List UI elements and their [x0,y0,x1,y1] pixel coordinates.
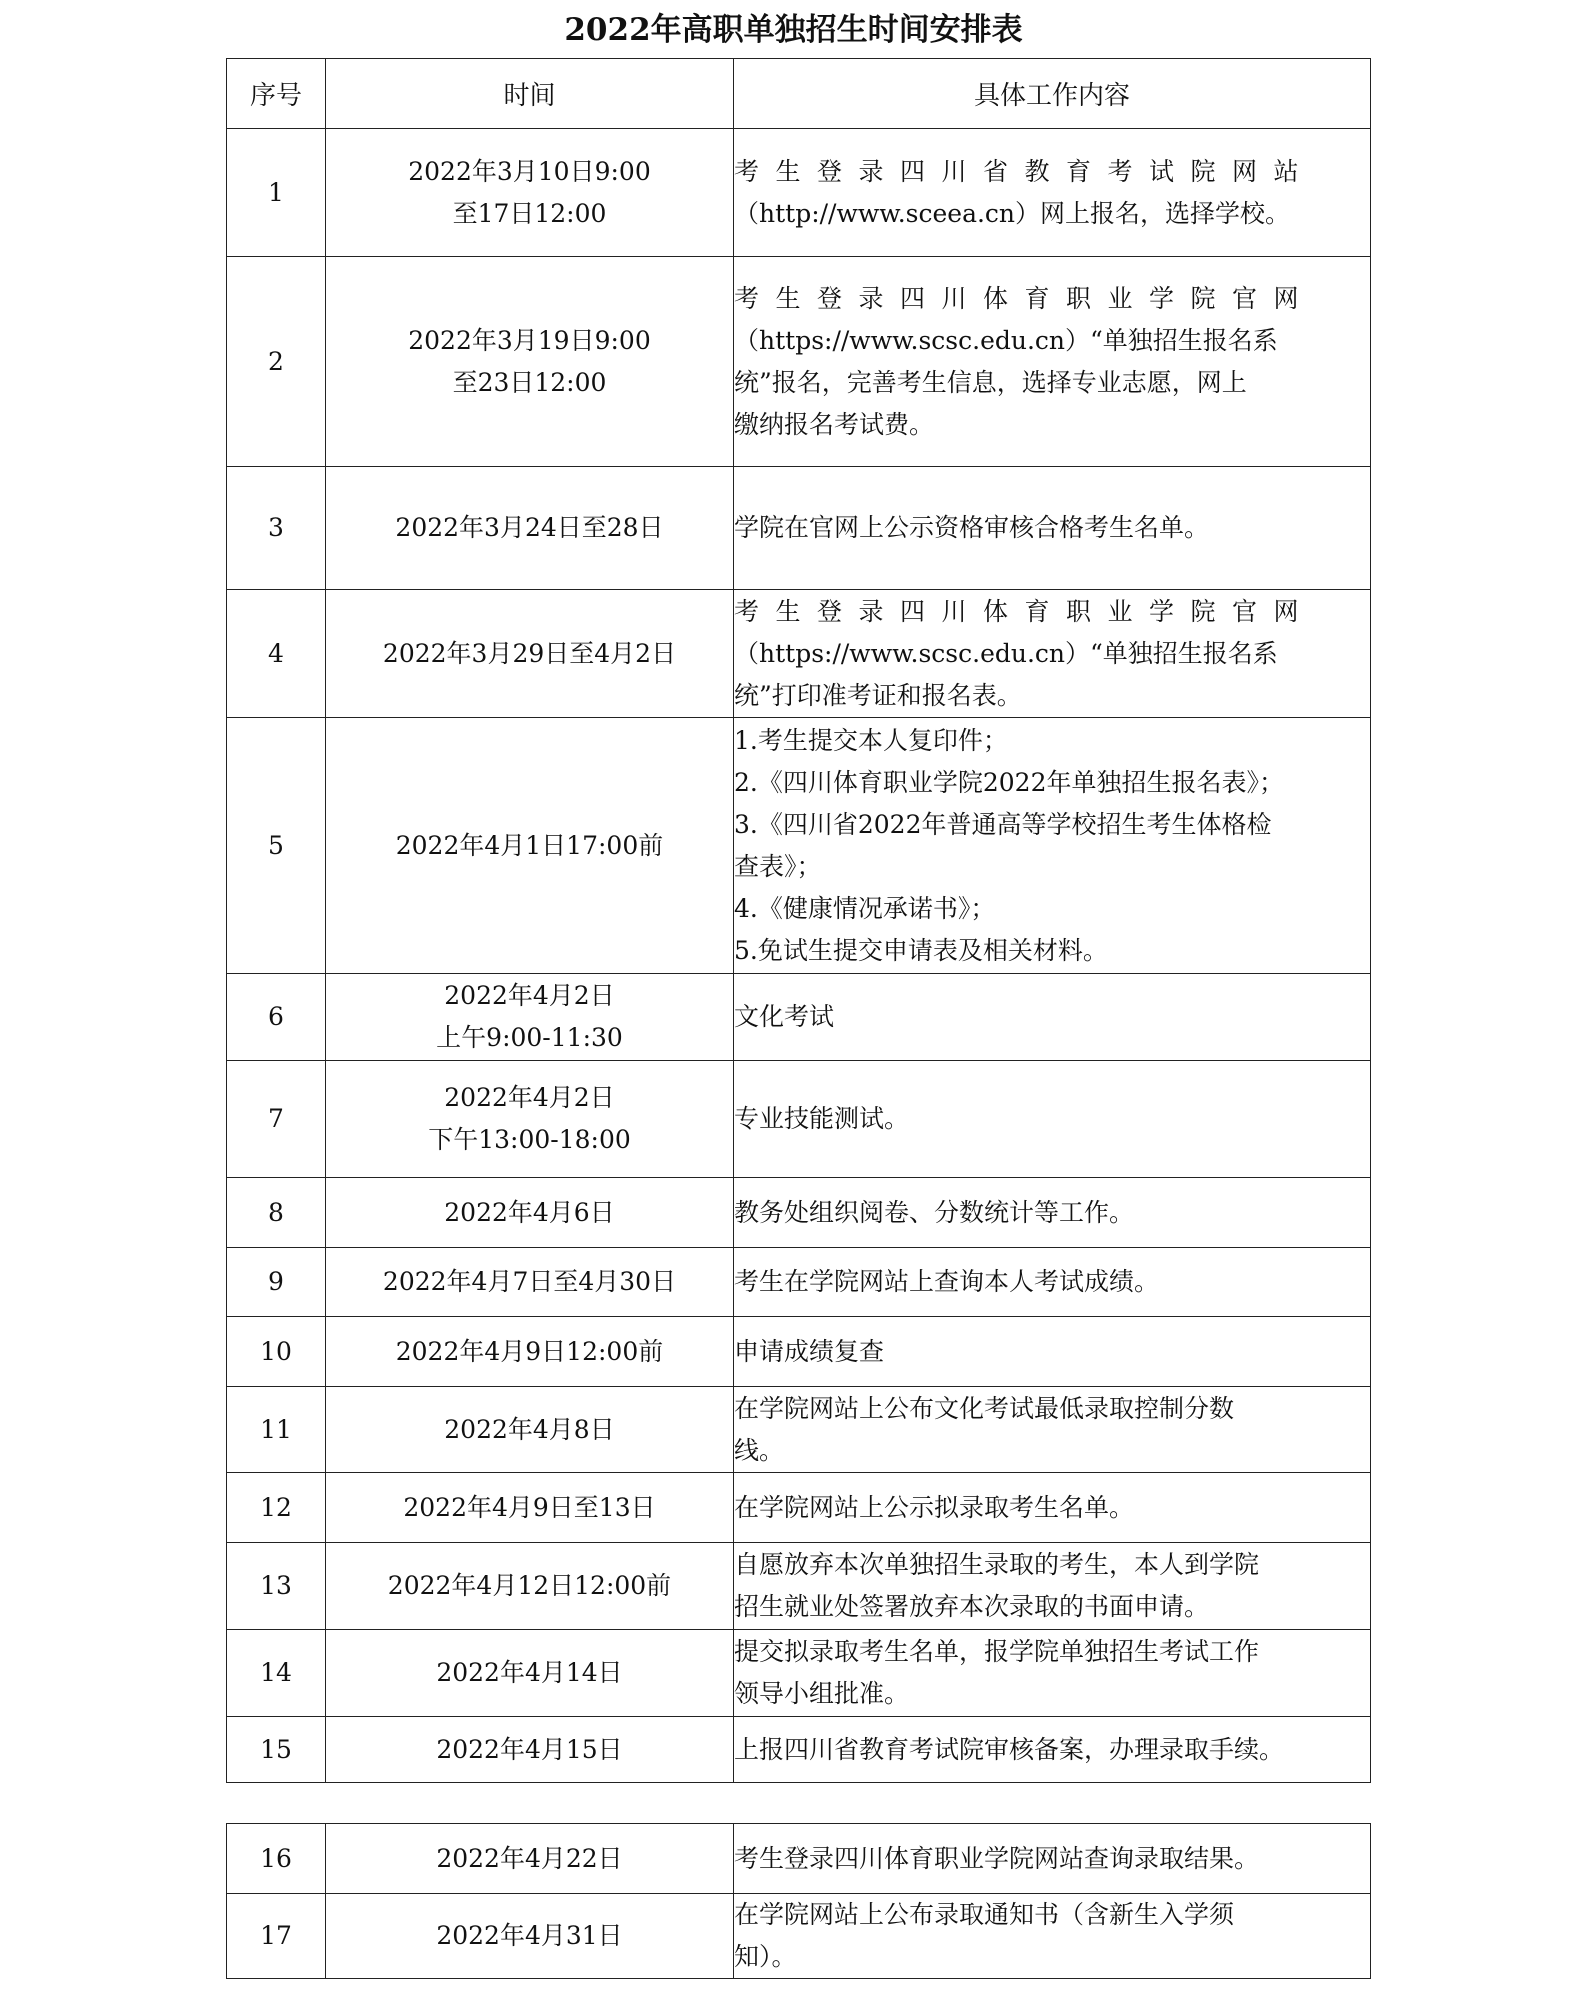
content-line: 统”打印准考证和报名表。 [734,680,1022,710]
table-row [227,1630,1371,1717]
row-index: 6 [227,974,326,1061]
row-time [326,974,734,1061]
row-content [734,1178,1371,1248]
content-line: 考生登录四川体育职业学院官网 [734,596,1316,626]
time-line: 2022年4月2日 [444,981,615,1010]
row-index: 17 [227,1894,326,1979]
content-line: 自愿放弃本次单独招生录取的考生，本人到学院 [734,1550,1260,1579]
row-index: 9 [227,1248,326,1317]
table-row [227,974,1371,1061]
time-line: 2022年4月12日12:00前 [387,1571,672,1600]
time-line: 2022年4月9日至13日 [403,1492,656,1522]
table-header-row [227,59,1371,129]
content-line: 3.《四川省2022年普通高等学校招生考生体格检 [734,809,1272,839]
content-line: 文化考试 [734,1002,835,1031]
time-line: 2022年3月19日9:00 [408,325,651,355]
row-content [734,1717,1371,1783]
content-line: （http://www.sceea.cn）网上报名，选择学校。 [734,198,1291,228]
time-line: 下午13:00-18:00 [428,1125,631,1154]
content-line: 在学院网站上公布录取通知书（含新生入学须 [734,1900,1235,1929]
content-line: 在学院网站上公示拟录取考生名单。 [734,1492,1135,1522]
row-content [734,1473,1371,1543]
content-line: 知）。 [734,1942,797,1971]
time-line: 2022年4月14日 [436,1658,623,1687]
table-row [227,590,1371,718]
row-time [326,1178,734,1248]
row-time [326,1717,734,1783]
row-index: 12 [227,1473,326,1543]
table-row [227,1387,1371,1473]
row-content [734,1630,1371,1717]
time-line: 2022年4月15日 [436,1734,623,1764]
row-content [734,1387,1371,1473]
row-index: 3 [227,467,326,590]
content-line: 考生在学院网站上查询本人考试成绩。 [734,1267,1160,1296]
header-time: 时间 [326,59,734,129]
content-line: 申请成绩复查 [734,1336,885,1366]
row-time [326,1248,734,1317]
table-row [227,1317,1371,1387]
row-time [326,1317,734,1387]
row-time [326,718,734,974]
row-time [326,1473,734,1543]
content-line: 考生登录四川体育职业学院网站查询录取结果。 [734,1843,1260,1873]
row-content [734,590,1371,718]
time-line: 2022年4月22日 [436,1843,623,1873]
content-line: （https://www.scsc.edu.cn）“单独招生报名系 [734,638,1278,668]
time-line: 2022年4月9日12:00前 [395,1336,664,1366]
table-row [227,718,1371,974]
content-line: 学院在官网上公示资格审核合格考生名单。 [734,513,1210,542]
time-line: 至17日12:00 [452,198,607,228]
table-row [227,1178,1371,1248]
content-line: 招生就业处签署放弃本次录取的书面申请。 [734,1592,1210,1621]
content-line: 提交拟录取考生名单，报学院单独招生考试工作 [734,1637,1260,1666]
row-index: 7 [227,1061,326,1178]
header-index: 序号 [227,59,326,129]
content-line: 线。 [734,1435,785,1465]
time-line: 2022年3月24日至28日 [395,513,664,542]
content-line: （https://www.scsc.edu.cn）“单独招生报名系 [734,325,1278,355]
table-row [227,1543,1371,1630]
schedule-table-continued [226,1823,1371,1979]
row-time [326,1630,734,1717]
row-index: 16 [227,1824,326,1894]
row-index: 13 [227,1543,326,1630]
content-line: 5.免试生提交申请表及相关材料。 [734,935,1108,965]
row-content [734,257,1371,467]
schedule-table [226,58,1371,1783]
row-time [326,1824,734,1894]
time-line: 2022年4月31日 [436,1921,623,1950]
table-row [227,1061,1371,1178]
row-index: 15 [227,1717,326,1783]
time-line: 至23日12:00 [452,367,607,397]
row-index: 1 [227,129,326,257]
time-line: 2022年4月1日17:00前 [395,830,664,860]
page-title: 2022年高职单独招生时间安排表 [564,12,1023,48]
row-content [734,1248,1371,1317]
row-content [734,467,1371,590]
row-index: 8 [227,1178,326,1248]
content-line: 在学院网站上公布文化考试最低录取控制分数 [734,1393,1235,1423]
row-time [326,1061,734,1178]
time-line: 2022年4月2日 [444,1083,615,1112]
row-content [734,1894,1371,1979]
content-line: 专业技能测试。 [734,1104,910,1133]
row-index: 14 [227,1630,326,1717]
content-line: 考生登录四川体育职业学院官网 [734,283,1316,313]
time-line: 2022年4月8日 [444,1414,615,1444]
table-row [227,1894,1371,1979]
content-line: 教务处组织阅卷、分数统计等工作。 [734,1197,1135,1227]
content-line: 1.考生提交本人复印件； [734,725,1008,755]
row-content [734,974,1371,1061]
table-row [227,467,1371,590]
row-index: 2 [227,257,326,467]
row-time [326,1543,734,1630]
content-line: 4.《健康情况承诺书》； [734,893,996,923]
content-line: 缴纳报名考试费。 [734,409,935,439]
header-content: 具体工作内容 [734,59,1371,129]
content-line: 领导小组批准。 [734,1679,910,1708]
table-row [227,1473,1371,1543]
row-time [326,590,734,718]
row-time [326,1387,734,1473]
content-line: 上报四川省教育考试院审核备案，办理录取手续。 [734,1734,1285,1764]
time-line: 2022年4月6日 [444,1197,615,1227]
row-index: 11 [227,1387,326,1473]
row-time [326,129,734,257]
row-time [326,257,734,467]
row-content [734,718,1371,974]
time-line: 2022年3月29日至4月2日 [382,638,677,668]
row-content [734,1317,1371,1387]
table-row [227,129,1371,257]
table-row [227,257,1371,467]
row-content [734,1061,1371,1178]
content-line: 查表》； [734,851,822,881]
time-line: 上午9:00-11:30 [436,1023,623,1052]
content-line: 考生登录四川省教育考试院网站 [734,156,1316,186]
row-index: 5 [227,718,326,974]
content-line: 2.《四川体育职业学院2022年单独招生报名表》； [734,767,1284,797]
row-time [326,1894,734,1979]
table-row [227,1248,1371,1317]
time-line: 2022年4月7日至4月30日 [382,1267,677,1296]
row-index: 4 [227,590,326,718]
row-content [734,129,1371,257]
time-line: 2022年3月10日9:00 [408,156,651,186]
row-content [734,1543,1371,1630]
table-row [227,1824,1371,1894]
table-row [227,1717,1371,1783]
row-index: 10 [227,1317,326,1387]
row-content [734,1824,1371,1894]
row-time [326,467,734,590]
content-line: 统”报名，完善考生信息，选择专业志愿，网上 [734,367,1247,397]
